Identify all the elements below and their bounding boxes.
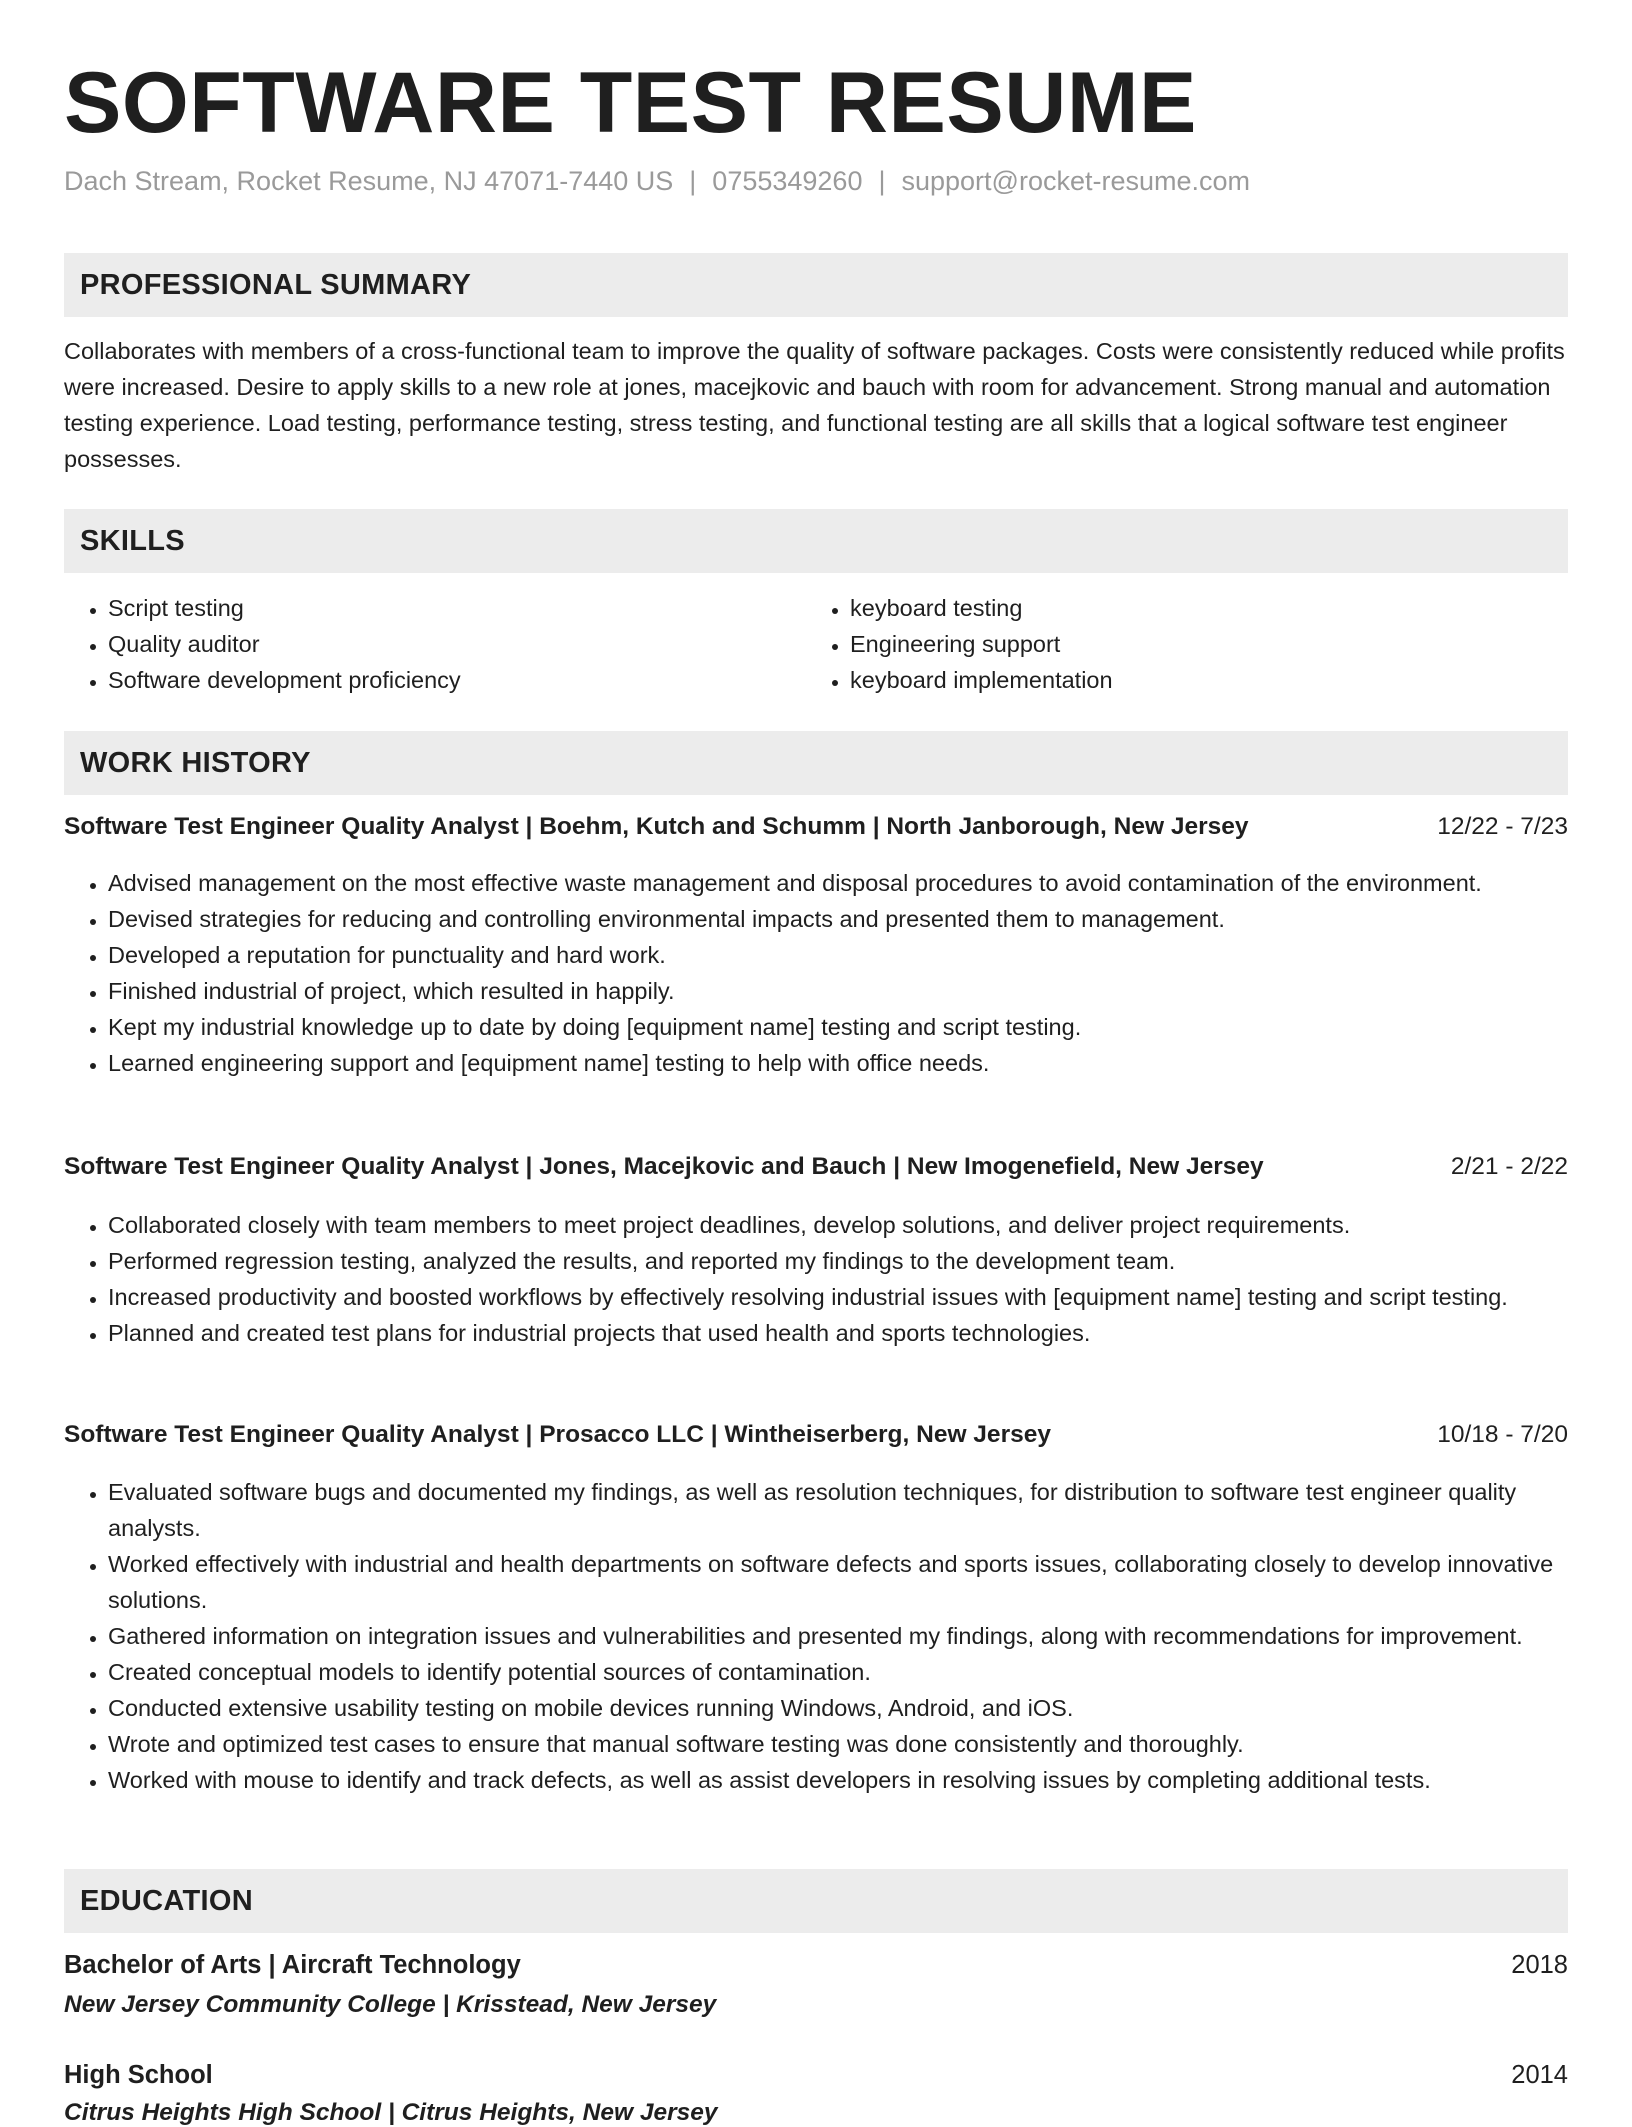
job-header	[64, 1421, 1568, 1449]
job-bullet: • Kept my industrial knowledge up to date by doing [equipment name] testing and script testing.	[108, 1009, 1568, 1045]
education-school: New Jersey Community College | Krisstead, New Jersey	[64, 1991, 717, 2018]
job-bullets	[64, 1474, 1568, 1798]
job-dates: 2/21 - 2/22	[1450, 1153, 1568, 1180]
skill-item: • keyboard testing	[850, 590, 1548, 626]
job-title: Software Test Engineer Quality Analyst | Prosacco LLC | Wintheiserberg, New Jersey	[64, 1421, 1051, 1448]
section-heading-skills: SKILLS	[64, 509, 1568, 573]
skills-column-right	[806, 590, 1548, 698]
contact-address: Dach Stream, Rocket Resume, NJ 47071-7440 US	[64, 166, 674, 196]
job-bullet: • Conducted extensive usability testing on mobile devices running Windows, Android, and iOS.	[108, 1690, 1568, 1726]
job-bullet: • Developed a reputation for punctuality and hard work.	[108, 937, 1568, 973]
job-bullet: • Advised management on the most effective waste management and disposal procedures to avoid contamination of the environment.	[108, 865, 1568, 901]
skill-item: • Quality auditor	[108, 626, 806, 662]
section-heading-education: EDUCATION	[64, 1869, 1568, 1933]
job-dates: 10/18 - 7/20	[1437, 1421, 1568, 1448]
job-dates: 12/22 - 7/23	[1437, 813, 1568, 840]
contact-separator: |	[878, 166, 886, 196]
skill-item: • keyboard implementation	[850, 662, 1548, 698]
job-bullet: • Worked effectively with industrial and health departments on software defects and sports issues, collaborating closely to develop innovative solutions.	[108, 1546, 1568, 1618]
job-title: Software Test Engineer Quality Analyst | Boehm, Kutch and Schumm | North Janborough, New Jersey	[64, 813, 1249, 840]
skills-list	[64, 590, 1568, 698]
contact-line	[64, 166, 1250, 197]
job-bullet: • Planned and created test plans for industrial projects that used health and sports technologies.	[108, 1315, 1568, 1351]
job-bullet: • Gathered information on integration issues and vulnerabilities and presented my findings, along with recommendations for improvement.	[108, 1618, 1568, 1654]
skill-item: • Software development proficiency	[108, 662, 806, 698]
job-bullet: • Increased productivity and boosted workflows by effectively resolving industrial issues with [equipment name] testing and script testing.	[108, 1279, 1568, 1315]
resume-title: SOFTWARE TEST RESUME	[64, 55, 1197, 151]
job-bullet: • Performed regression testing, analyzed the results, and reported my findings to the development team.	[108, 1243, 1568, 1279]
job-header	[64, 813, 1568, 841]
job-bullet: • Worked with mouse to identify and track defects, as well as assist developers in resolving issues by completing additional tests.	[108, 1762, 1568, 1798]
education-degree: High School	[64, 2061, 213, 2089]
contact-phone[interactable]: 0755349260	[712, 166, 863, 196]
education-year: 2018	[1511, 1951, 1568, 1979]
job-header	[64, 1153, 1568, 1181]
job-bullet: • Wrote and optimized test cases to ensure that manual software testing was done consistently and thoroughly.	[108, 1726, 1568, 1762]
education-header	[64, 2061, 1568, 2090]
job-bullet: • Evaluated software bugs and documented my findings, as well as resolution techniques, for distribution to software test engineer quality analysts.	[108, 1474, 1568, 1546]
education-year: 2014	[1511, 2061, 1568, 2089]
job-title: Software Test Engineer Quality Analyst | Jones, Macejkovic and Bauch | New Imogenefield, New Jersey	[64, 1153, 1264, 1180]
summary-text: Collaborates with members of a cross-functional team to improve the quality of software packages. Costs were consistently reduced while profits were increased. Desire to apply skills to a new role at jones, macejkovic and bauch with room for advancement. Strong manual and automation testing experience. Load testing, performance testing, stress testing, and functional testing are all skills that a logical software test engineer possesses.	[64, 338, 1565, 472]
contact-email[interactable]: support@rocket-resume.com	[901, 166, 1251, 196]
education-header	[64, 1951, 1568, 1980]
education-degree: Bachelor of Arts | Aircraft Technology	[64, 1951, 521, 1979]
job-bullets	[64, 1207, 1568, 1351]
skill-item: • Engineering support	[850, 626, 1548, 662]
job-bullet: • Collaborated closely with team members to meet project deadlines, develop solutions, and deliver project requirements.	[108, 1207, 1568, 1243]
skills-column-left	[64, 590, 806, 698]
skill-item: • Script testing	[108, 590, 806, 626]
education-school: Citrus Heights High School | Citrus Heights, New Jersey	[64, 2099, 718, 2126]
job-bullet: • Created conceptual models to identify potential sources of contamination.	[108, 1654, 1568, 1690]
job-bullet: • Devised strategies for reducing and controlling environmental impacts and presented them to management.	[108, 901, 1568, 937]
job-bullets	[64, 865, 1568, 1081]
contact-separator: |	[689, 166, 697, 196]
job-bullet: • Learned engineering support and [equipment name] testing to help with office needs.	[108, 1045, 1568, 1081]
section-heading-work-history: WORK HISTORY	[64, 731, 1568, 795]
section-heading-summary: PROFESSIONAL SUMMARY	[64, 253, 1568, 317]
job-bullet: • Finished industrial of project, which resulted in happily.	[108, 973, 1568, 1009]
